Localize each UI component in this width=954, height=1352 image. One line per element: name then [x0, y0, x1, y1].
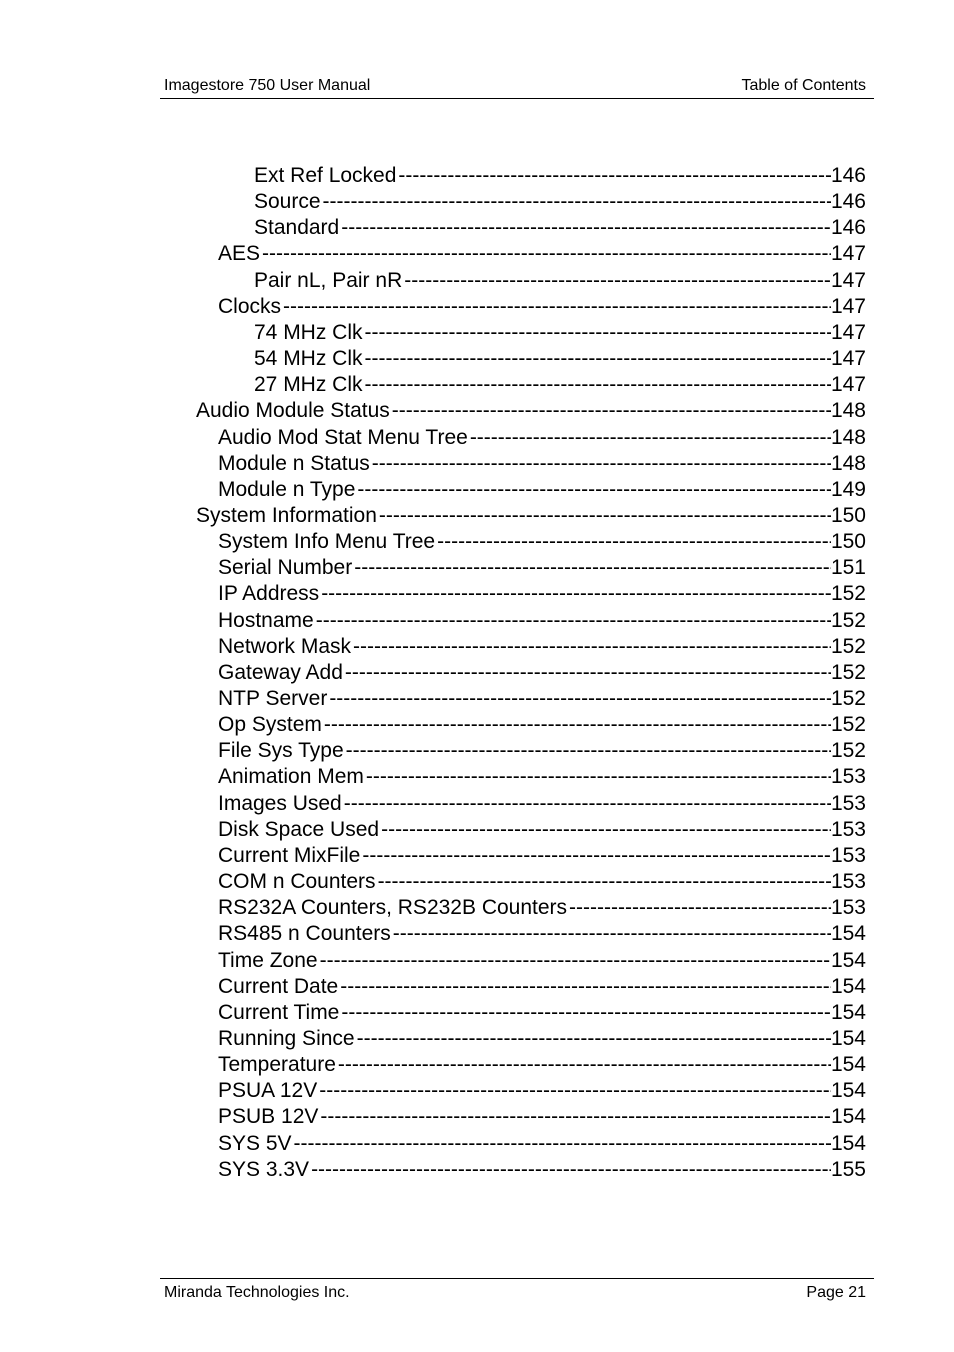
- toc-entry-page: 153: [830, 765, 866, 788]
- toc-entry-page: 146: [830, 190, 866, 213]
- toc-entry-title: System Information: [196, 504, 377, 527]
- toc-entry[interactable]: [218, 791, 866, 817]
- toc-entry[interactable]: [218, 921, 866, 947]
- toc-dot-leader: [393, 921, 831, 947]
- toc-entry-page: 153: [830, 792, 866, 815]
- toc-dot-leader: [344, 791, 831, 817]
- toc-dot-leader: [324, 712, 831, 738]
- toc-entry[interactable]: [254, 320, 866, 346]
- footer-page-number: Page 21: [806, 1284, 866, 1301]
- toc-dot-leader: [323, 189, 831, 215]
- toc-entry[interactable]: [218, 1131, 866, 1157]
- toc-dot-leader: [470, 425, 831, 451]
- toc-entry[interactable]: [254, 189, 866, 215]
- toc-entry-title: Hostname: [218, 609, 314, 632]
- toc-entry-title: Standard: [254, 216, 340, 239]
- header-document-title: Imagestore 750 User Manual: [164, 77, 371, 94]
- toc-entry[interactable]: [218, 425, 866, 451]
- toc-entry-page: 147: [830, 321, 866, 344]
- toc-entry-page: 148: [830, 426, 866, 449]
- toc-entry[interactable]: [254, 215, 866, 241]
- toc-entry-page: 147: [830, 347, 866, 370]
- toc-entry-title: IP Address: [218, 582, 320, 605]
- toc-entry-page: 152: [830, 609, 866, 632]
- toc-entry-title: Running Since: [218, 1027, 355, 1050]
- toc-entry-page: 154: [830, 949, 866, 972]
- toc-entry-title: 74 MHz Clk: [254, 321, 363, 344]
- toc-dot-leader: [353, 634, 831, 660]
- toc-entry-page: 152: [830, 582, 866, 605]
- toc-dot-leader: [340, 974, 831, 1000]
- toc-entry-title: Module n Status: [218, 452, 370, 475]
- toc-entry-title: 54 MHz Clk: [254, 347, 363, 370]
- toc-dot-leader: [362, 843, 831, 869]
- toc-entry-title: Time Zone: [218, 949, 318, 972]
- toc-entry[interactable]: [218, 869, 866, 895]
- toc-dot-leader: [346, 738, 831, 764]
- toc-entry-title: File Sys Type: [218, 739, 344, 762]
- toc-dot-leader: [329, 686, 831, 712]
- toc-entry-title: Clocks: [218, 295, 282, 318]
- toc-dot-leader: [294, 1131, 831, 1157]
- toc-dot-leader: [320, 1104, 831, 1130]
- toc-entry[interactable]: [218, 948, 866, 974]
- toc-entry-title: 27 MHz Clk: [254, 373, 363, 396]
- toc-entry-page: 152: [830, 713, 866, 736]
- toc-entry[interactable]: [218, 817, 866, 843]
- toc-entry[interactable]: [218, 686, 866, 712]
- toc-entry-page: 147: [830, 269, 866, 292]
- toc-entry-page: 150: [830, 504, 866, 527]
- toc-dot-leader: [378, 869, 831, 895]
- toc-entry-title: COM n Counters: [218, 870, 376, 893]
- toc-dot-leader: [321, 581, 831, 607]
- toc-entry[interactable]: [218, 712, 866, 738]
- toc-entry[interactable]: [218, 843, 866, 869]
- toc-entry-page: 153: [830, 818, 866, 841]
- toc-entry-page: 146: [830, 164, 866, 187]
- toc-entry[interactable]: [218, 1157, 866, 1183]
- toc-entry[interactable]: [218, 451, 866, 477]
- toc-entry-title: AES: [218, 242, 261, 265]
- toc-dot-leader: [569, 895, 831, 921]
- toc-dot-leader: [345, 660, 831, 686]
- toc-entry-title: Current Time: [218, 1001, 340, 1024]
- toc-entry-title: Source: [254, 190, 321, 213]
- toc-entry-page: 154: [830, 1079, 866, 1102]
- toc-dot-leader: [354, 555, 831, 581]
- toc-entry-title: Current Date: [218, 975, 339, 998]
- toc-entry[interactable]: [218, 764, 866, 790]
- footer-company-name: Miranda Technologies Inc.: [164, 1284, 350, 1301]
- toc-dot-leader: [341, 215, 831, 241]
- toc-entry-title: SYS 3.3V: [218, 1158, 310, 1181]
- toc-entry[interactable]: [218, 477, 866, 503]
- toc-entry[interactable]: [196, 503, 866, 529]
- toc-entry[interactable]: [218, 555, 866, 581]
- toc-entry[interactable]: [196, 398, 866, 424]
- toc-dot-leader: [437, 529, 831, 555]
- toc-dot-leader: [404, 268, 831, 294]
- toc-entry-title: PSUB 12V: [218, 1105, 319, 1128]
- toc-dot-leader: [398, 163, 831, 189]
- toc-entry-page: 152: [830, 739, 866, 762]
- page-header: [160, 76, 874, 99]
- toc-dot-leader: [366, 764, 831, 790]
- toc-entry-page: 148: [830, 399, 866, 422]
- toc-entry-title: PSUA 12V: [218, 1079, 318, 1102]
- toc-entry-page: 155: [830, 1158, 866, 1181]
- toc-entry[interactable]: [218, 608, 866, 634]
- toc-dot-leader: [311, 1157, 831, 1183]
- toc-dot-leader: [262, 241, 831, 267]
- toc-entry-title: Pair nL, Pair nR: [254, 269, 403, 292]
- toc-entry-title: System Info Menu Tree: [218, 530, 436, 553]
- toc-entry-page: 152: [830, 661, 866, 684]
- toc-entry[interactable]: [218, 1078, 866, 1104]
- toc-entry[interactable]: [254, 268, 866, 294]
- toc-entry-page: 154: [830, 1105, 866, 1128]
- toc-entry-page: 147: [830, 242, 866, 265]
- toc-entry-title: Current MixFile: [218, 844, 361, 867]
- toc-entry-page: 150: [830, 530, 866, 553]
- toc-entry[interactable]: [218, 1052, 866, 1078]
- toc-entry-page: 151: [830, 556, 866, 579]
- toc-entry-title: Gateway Add: [218, 661, 343, 684]
- toc-entry-page: 154: [830, 922, 866, 945]
- toc-entry-title: Ext Ref Locked: [254, 164, 397, 187]
- toc-entry-title: SYS 5V: [218, 1132, 292, 1155]
- toc-entry-page: 154: [830, 1027, 866, 1050]
- toc-dot-leader: [357, 1026, 831, 1052]
- toc-entry-page: 154: [830, 975, 866, 998]
- toc-entry-title: NTP Server: [218, 687, 328, 710]
- toc-entry[interactable]: [218, 241, 866, 267]
- toc-entry-page: 153: [830, 896, 866, 919]
- toc-entry-title: Animation Mem: [218, 765, 364, 788]
- toc-entry[interactable]: [218, 1104, 866, 1130]
- toc-entry-page: 152: [830, 635, 866, 658]
- toc-entry-page: 148: [830, 452, 866, 475]
- toc-entry-page: 153: [830, 844, 866, 867]
- toc-dot-leader: [365, 320, 831, 346]
- toc-entry-page: 154: [830, 1053, 866, 1076]
- toc-entry-page: 154: [830, 1132, 866, 1155]
- toc-entry-title: Audio Module Status: [196, 399, 390, 422]
- header-section-title: Table of Contents: [741, 77, 866, 94]
- toc-entry[interactable]: [218, 529, 866, 555]
- toc-dot-leader: [392, 398, 831, 424]
- toc-dot-leader: [341, 1000, 831, 1026]
- toc-entry[interactable]: [254, 346, 866, 372]
- toc-dot-leader: [316, 608, 831, 634]
- toc-entry-page: 154: [830, 1001, 866, 1024]
- toc-entry[interactable]: [218, 634, 866, 660]
- toc-entry[interactable]: [218, 738, 866, 764]
- toc-entry-title: Serial Number: [218, 556, 353, 579]
- toc-dot-leader: [320, 948, 831, 974]
- toc-entry-title: Images Used: [218, 792, 342, 815]
- page-footer: [160, 1278, 874, 1301]
- toc-entry-title: RS232A Counters, RS232B Counters: [218, 896, 568, 919]
- toc-entry-page: 149: [830, 478, 866, 501]
- toc-entry[interactable]: [218, 660, 866, 686]
- toc-dot-leader: [372, 451, 831, 477]
- toc-entry[interactable]: [218, 974, 866, 1000]
- toc-entry[interactable]: [218, 1026, 866, 1052]
- toc-dot-leader: [357, 477, 831, 503]
- toc-entry-page: 153: [830, 870, 866, 893]
- toc-entry-title: RS485 n Counters: [218, 922, 391, 945]
- toc-dot-leader: [365, 372, 831, 398]
- toc-dot-leader: [338, 1052, 831, 1078]
- toc-dot-leader: [319, 1078, 831, 1104]
- toc-entry-page: 147: [830, 295, 866, 318]
- toc-entry[interactable]: [218, 895, 866, 921]
- toc-entry-title: Disk Space Used: [218, 818, 380, 841]
- toc-entry[interactable]: [218, 294, 866, 320]
- toc-entry-page: 146: [830, 216, 866, 239]
- toc-entry[interactable]: [254, 163, 866, 189]
- toc-entry[interactable]: [218, 581, 866, 607]
- toc-dot-leader: [381, 817, 831, 843]
- toc-entry-title: Audio Mod Stat Menu Tree: [218, 426, 468, 449]
- toc-entry-title: Temperature: [218, 1053, 336, 1076]
- toc-entry-title: Module n Type: [218, 478, 356, 501]
- toc-entry[interactable]: [254, 372, 866, 398]
- toc-entry-title: Op System: [218, 713, 322, 736]
- toc-dot-leader: [283, 294, 831, 320]
- toc-entry[interactable]: [218, 1000, 866, 1026]
- toc-entry-page: 147: [830, 373, 866, 396]
- toc-dot-leader: [365, 346, 831, 372]
- toc-entry-page: 152: [830, 687, 866, 710]
- toc-dot-leader: [379, 503, 831, 529]
- toc-entry-title: Network Mask: [218, 635, 352, 658]
